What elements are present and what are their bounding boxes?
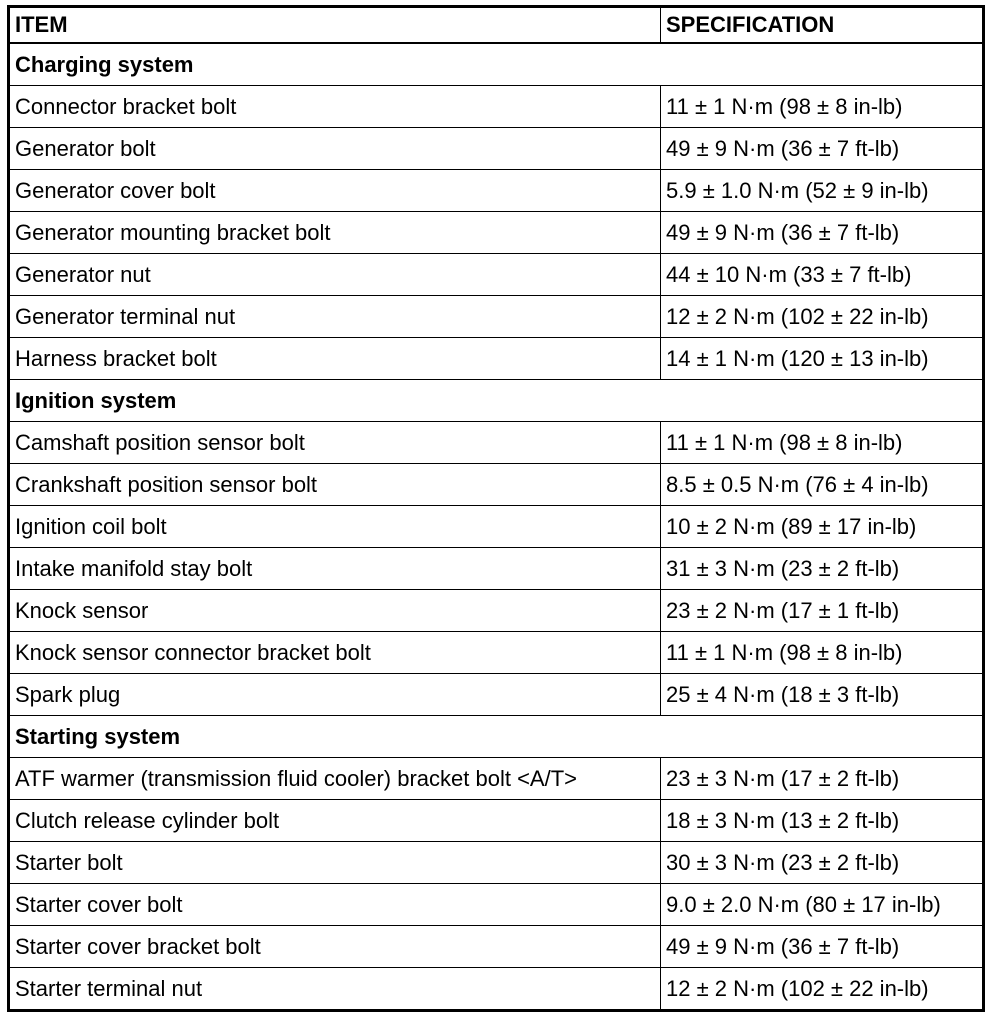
spec-cell: 49 ± 9 N·m (36 ± 7 ft-lb) (661, 128, 984, 170)
table-row (9, 128, 984, 170)
table-row (9, 170, 984, 212)
table-header (9, 7, 984, 44)
section-title: Charging system (9, 43, 984, 86)
item-cell: Generator bolt (9, 128, 661, 170)
table-row (9, 590, 984, 632)
item-cell: Generator nut (9, 254, 661, 296)
table-row (9, 296, 984, 338)
header-row (9, 7, 984, 44)
spec-cell: 23 ± 3 N·m (17 ± 2 ft-lb) (661, 758, 984, 800)
item-cell: Starter cover bolt (9, 884, 661, 926)
table-row (9, 842, 984, 884)
item-cell: Starter bolt (9, 842, 661, 884)
specification-column-header: SPECIFICATION (661, 7, 984, 44)
item-cell: Harness bracket bolt (9, 338, 661, 380)
table-row (9, 254, 984, 296)
spec-cell: 49 ± 9 N·m (36 ± 7 ft-lb) (661, 212, 984, 254)
spec-cell: 11 ± 1 N·m (98 ± 8 in-lb) (661, 422, 984, 464)
item-cell: Starter cover bracket bolt (9, 926, 661, 968)
spec-cell: 49 ± 9 N·m (36 ± 7 ft-lb) (661, 926, 984, 968)
table-row (9, 884, 984, 926)
table-row (9, 464, 984, 506)
item-cell: Clutch release cylinder bolt (9, 800, 661, 842)
item-cell: Crankshaft position sensor bolt (9, 464, 661, 506)
section-row-starting-system (9, 716, 984, 758)
section-title: Ignition system (9, 380, 984, 422)
table-row (9, 632, 984, 674)
spec-cell: 12 ± 2 N·m (102 ± 22 in-lb) (661, 968, 984, 1011)
item-cell: Spark plug (9, 674, 661, 716)
item-cell: Starter terminal nut (9, 968, 661, 1011)
item-cell: Connector bracket bolt (9, 86, 661, 128)
spec-cell: 11 ± 1 N·m (98 ± 8 in-lb) (661, 86, 984, 128)
table-row (9, 338, 984, 380)
item-cell: Intake manifold stay bolt (9, 548, 661, 590)
section-title: Starting system (9, 716, 984, 758)
item-cell: Generator cover bolt (9, 170, 661, 212)
item-cell: Ignition coil bolt (9, 506, 661, 548)
item-column-header: ITEM (9, 7, 661, 44)
table-row (9, 422, 984, 464)
spec-cell: 8.5 ± 0.5 N·m (76 ± 4 in-lb) (661, 464, 984, 506)
spec-cell: 9.0 ± 2.0 N·m (80 ± 17 in-lb) (661, 884, 984, 926)
item-cell: Camshaft position sensor bolt (9, 422, 661, 464)
spec-cell: 10 ± 2 N·m (89 ± 17 in-lb) (661, 506, 984, 548)
spec-cell: 23 ± 2 N·m (17 ± 1 ft-lb) (661, 590, 984, 632)
table-row (9, 758, 984, 800)
table-row (9, 674, 984, 716)
section-row-charging-system (9, 43, 984, 86)
table-body (9, 43, 984, 1011)
spec-cell: 14 ± 1 N·m (120 ± 13 in-lb) (661, 338, 984, 380)
spec-cell: 11 ± 1 N·m (98 ± 8 in-lb) (661, 632, 984, 674)
spec-cell: 31 ± 3 N·m (23 ± 2 ft-lb) (661, 548, 984, 590)
item-cell: ATF warmer (transmission fluid cooler) bracket bolt <A/T> (9, 758, 661, 800)
table-row (9, 86, 984, 128)
item-cell: Knock sensor connector bracket bolt (9, 632, 661, 674)
spec-cell: 44 ± 10 N·m (33 ± 7 ft-lb) (661, 254, 984, 296)
table-row (9, 926, 984, 968)
spec-cell: 18 ± 3 N·m (13 ± 2 ft-lb) (661, 800, 984, 842)
item-cell: Knock sensor (9, 590, 661, 632)
table-row (9, 800, 984, 842)
spec-cell: 30 ± 3 N·m (23 ± 2 ft-lb) (661, 842, 984, 884)
item-cell: Generator terminal nut (9, 296, 661, 338)
table-row (9, 548, 984, 590)
torque-spec-table (7, 5, 985, 1012)
section-row-ignition-system (9, 380, 984, 422)
table-row (9, 212, 984, 254)
spec-cell: 12 ± 2 N·m (102 ± 22 in-lb) (661, 296, 984, 338)
spec-cell: 5.9 ± 1.0 N·m (52 ± 9 in-lb) (661, 170, 984, 212)
table-row (9, 506, 984, 548)
item-cell: Generator mounting bracket bolt (9, 212, 661, 254)
table-row (9, 968, 984, 1011)
spec-cell: 25 ± 4 N·m (18 ± 3 ft-lb) (661, 674, 984, 716)
